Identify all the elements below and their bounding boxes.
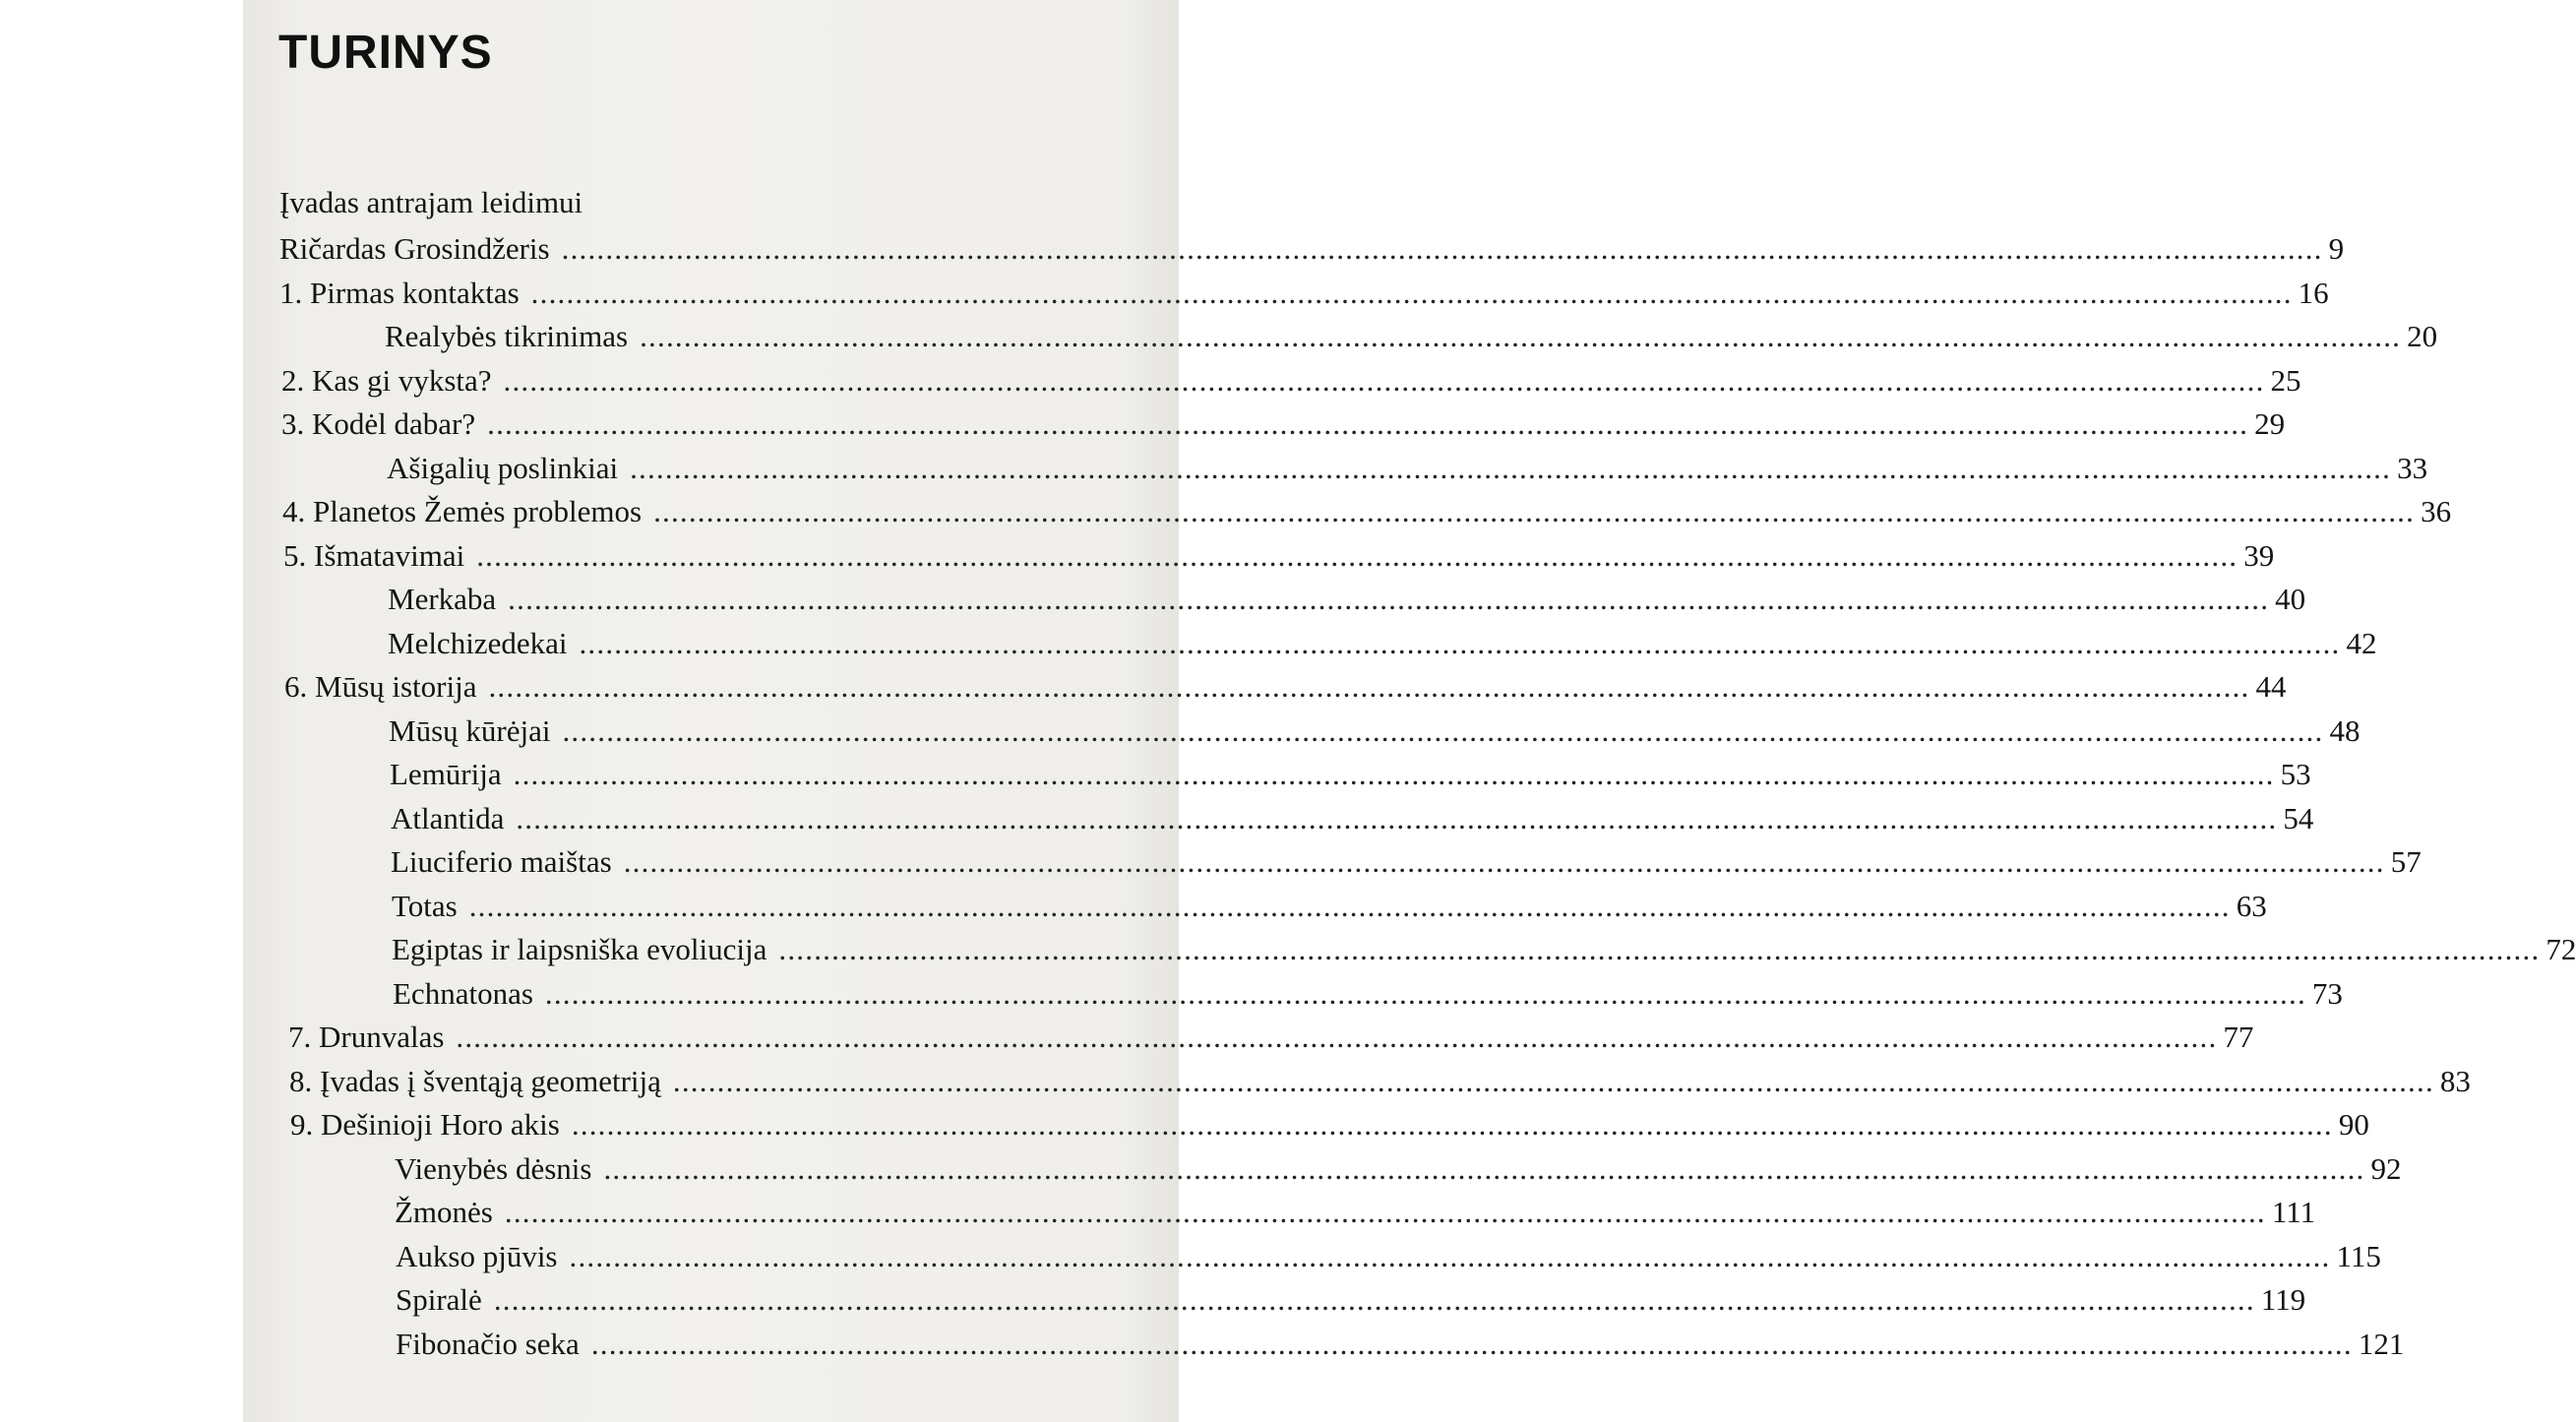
toc-entry [243,840,2422,885]
toc-entry-label: Vienybės dėsnis [395,1150,592,1186]
toc-entry [243,1278,2306,1323]
toc-entry [243,1191,2316,1235]
dot-leader: ........................................................................................................................................................................................................ [653,494,2416,528]
dot-leader: ........................................................................................................................................................................................................ [504,1195,2266,1229]
dot-leader: ........................................................................................................................................................................................................ [672,1063,2434,1098]
dot-leader: ........................................................................................................................................................................................................ [508,582,2270,616]
toc-page-number: 25 [2270,362,2301,398]
dot-leader: ........................................................................................................................................................................................................ [493,1282,2255,1317]
toc-entry [243,928,2576,972]
toc-entry [243,359,2301,403]
toc-entry [243,1323,2405,1367]
toc-entry [243,1060,2471,1104]
dot-leader: ........................................................................................................................................................................................................ [487,406,2249,441]
dot-leader: ........................................................................................................................................................................................................ [562,712,2324,748]
toc-entry [243,665,2287,710]
dot-leader: ........................................................................................................................................................................................................ [590,1326,2353,1361]
toc-entry [243,315,2438,359]
toc-entry-label: 6. Mūsų istorija [284,669,477,704]
dot-leader: ........................................................................................................................................................................................................ [778,932,2541,966]
book-page [243,0,2576,1422]
toc-entry [243,402,2286,447]
toc-entry [243,1147,2402,1192]
dot-leader: ........................................................................................................................................................................................................ [561,231,2323,266]
dot-leader: ........................................................................................................................................................................................................ [488,669,2250,704]
toc-entry-label: 7. Drunvalas [288,1020,445,1054]
dot-leader: ........................................................................................................................................................................................................ [623,844,2385,879]
dot-leader: ........................................................................................................................................................................................................ [476,537,2239,573]
dot-leader: ........................................................................................................................................................................................................ [579,625,2341,660]
toc-entry [243,490,2452,534]
toc-entry [243,710,2361,754]
dot-leader: ........................................................................................................................................................................................................ [468,888,2231,923]
toc-page-number: 44 [2255,669,2287,704]
toc-entry-label: Aukso pjūvis [396,1238,558,1273]
toc-page-number: 63 [2236,888,2267,923]
dot-leader: ........................................................................................................................................................................................................ [544,975,2306,1011]
toc-page-number: 57 [2390,844,2422,879]
toc-entry-label: Fibonačio seka [396,1326,580,1361]
toc-page-number: 115 [2336,1238,2381,1273]
toc-entry [243,227,2345,272]
toc-entry [243,578,2306,622]
dot-leader: ........................................................................................................................................................................................................ [503,362,2265,398]
toc-page-number: 54 [2283,800,2314,835]
toc-entry-label: Lemūrija [390,757,502,791]
toc-entry-label: 2. Kas gi vyksta? [281,362,492,398]
dot-leader: ........................................................................................................................................................................................................ [603,1150,2365,1186]
toc-entry-label: Atlantida [391,800,505,835]
dot-leader: ........................................................................................................................................................................................................ [640,319,2402,353]
toc-entry-label: Spiralė [396,1282,482,1317]
toc-intro-line: Įvadas antrajam leidimui [279,185,583,219]
toc-page-number: 92 [2370,1150,2402,1186]
dot-leader: ........................................................................................................................................................................................................ [516,800,2278,835]
toc-entry-label: 8. Įvadas į šventąją geometriją [289,1063,661,1098]
toc-entry-label: 4. Planetos Žemės problemos [282,494,643,528]
toc-entry [243,272,2329,316]
dot-leader: ........................................................................................................................................................................................................ [530,275,2293,310]
toc-entry-label: 1. Pirmas kontaktas [279,275,520,310]
toc-entry-label: Egiptas ir laipsniška evoliucija [392,932,767,966]
toc-entry [243,753,2311,797]
toc-entry [243,797,2314,841]
toc-entry [243,622,2377,666]
dot-leader: ........................................................................................................................................................................................................ [513,757,2275,791]
toc-entry-label: Melchizedekai [388,625,568,660]
table-of-contents [243,227,2576,1366]
toc-page-number: 20 [2407,319,2438,353]
toc-entry-label: Totas [392,888,458,923]
dot-leader: ........................................................................................................................................................................................................ [456,1020,2218,1054]
toc-page-number: 119 [2260,1282,2306,1317]
dot-leader: ........................................................................................................................................................................................................ [571,1107,2333,1142]
dot-leader: ........................................................................................................................................................................................................ [569,1238,2331,1273]
toc-entry [243,885,2267,929]
toc-entry-label: 5. Išmatavimai [283,537,465,573]
toc-page-number: 48 [2329,712,2361,748]
toc-page-number: 33 [2397,450,2428,485]
toc-page-number: 90 [2338,1107,2369,1142]
toc-page-number: 83 [2439,1063,2471,1098]
toc-entry-label: Liuciferio maištas [391,844,612,879]
toc-entry-label: Žmonės [395,1195,493,1229]
toc-entry-label: Ričardas Grosindžeris [279,231,550,266]
toc-entry-label: Merkaba [388,582,497,616]
toc-entry [243,534,2275,579]
toc-entry-label: Realybės tikrinimas [385,319,629,353]
dot-leader: ........................................................................................................................................................................................................ [630,450,2392,485]
toc-page-number: 111 [2271,1195,2316,1229]
toc-page-number: 16 [2298,275,2329,310]
toc-page-number: 72 [2545,932,2576,966]
toc-entry [243,1103,2369,1147]
toc-page-number: 73 [2311,975,2343,1011]
toc-page-number: 29 [2254,406,2286,441]
toc-page-number: 77 [2223,1020,2254,1054]
toc-page-number: 42 [2346,625,2377,660]
toc-entry [243,1016,2254,1060]
toc-entry-label: Echnatonas [393,975,533,1011]
toc-entry [243,972,2343,1017]
toc-page-number: 121 [2358,1326,2405,1361]
toc-page-number: 9 [2328,231,2345,266]
toc-page-number: 39 [2243,537,2275,573]
toc-page-number: 53 [2280,757,2311,791]
toc-entry-label: 9. Dešinioji Horo akis [290,1107,560,1142]
toc-entry [243,1235,2381,1279]
toc-entry-label: 3. Kodėl dabar? [281,406,476,441]
toc-entry [243,447,2428,491]
toc-page-number: 36 [2421,494,2452,528]
page-title: TURINYS [278,27,493,79]
toc-entry-label: Mūsų kūrėjai [389,712,551,748]
toc-page-number: 40 [2275,582,2306,616]
toc-entry-label: Ašigalių poslinkiai [387,450,619,485]
